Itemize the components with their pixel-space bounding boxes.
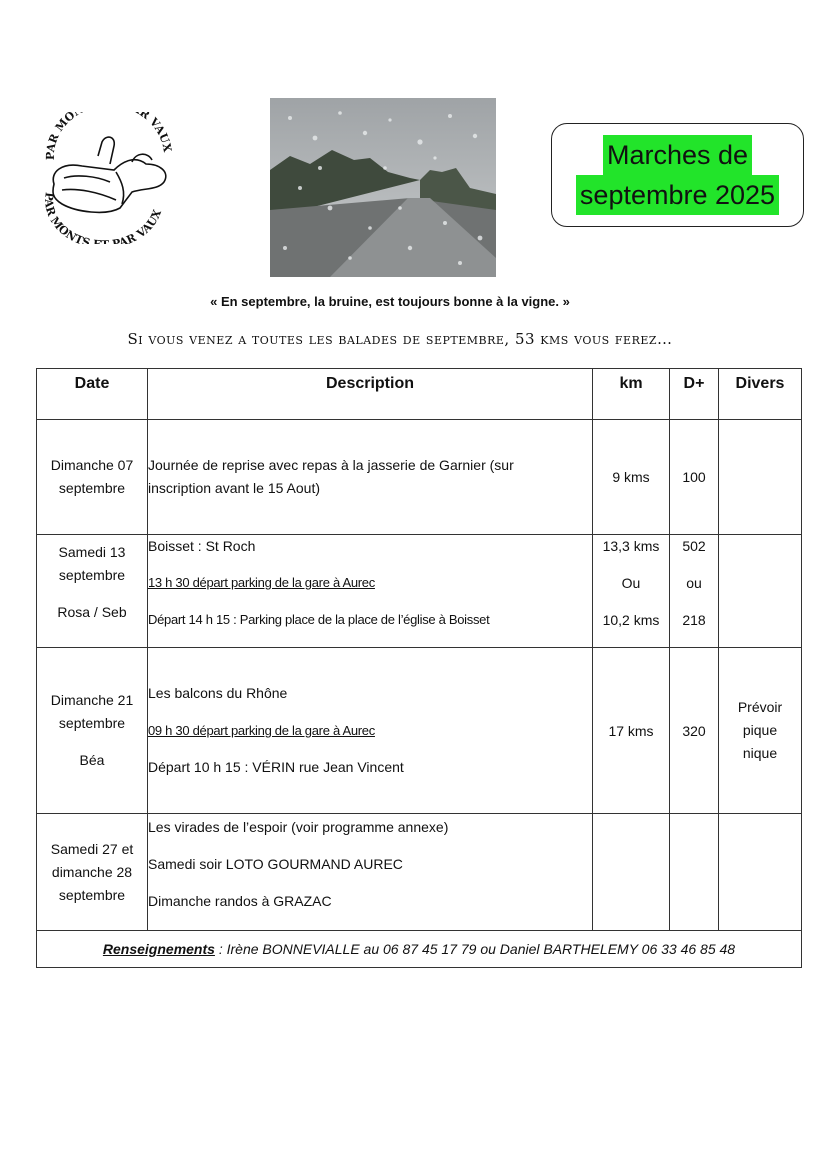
title-box [551, 123, 804, 227]
row-date: Samedi 27 et dimanche 28 septembre [37, 814, 148, 931]
row-date: Dimanche 21 septembre Béa [37, 648, 148, 814]
row-km: 9 kms [593, 420, 670, 535]
proverb-quote: « En septembre, la bruine, est toujours bonne à la vigne. » [210, 294, 570, 309]
row-date: Samedi 13 septembre Rosa / Seb [37, 535, 148, 648]
page-subtitle: Si vous venez a toutes les balades de septembre, 53 kms vous ferez… [127, 330, 673, 348]
schedule-table [36, 368, 802, 968]
row-divers [719, 535, 802, 648]
contact-info [37, 931, 802, 968]
table-header-row [37, 369, 802, 420]
table-row [37, 535, 802, 648]
header-km: km [593, 369, 670, 420]
rainy-road-photo [270, 98, 496, 277]
row-km [593, 814, 670, 931]
row-divers [719, 814, 802, 931]
boot-club-logo-icon [36, 112, 176, 244]
info-label: Renseignements [102, 941, 215, 957]
row-dplus [670, 814, 719, 931]
info-text: : Irène BONNEVIALLE au 06 87 45 17 79 ou Daniel BARTHELEMY 06 33 46 85 48 [214, 941, 736, 957]
logo-text-bottom: PAR MONTS PAR VAUX [41, 191, 165, 244]
table-row [37, 814, 802, 931]
header-description: Description [148, 369, 593, 420]
row-date: Dimanche 07 septembre [37, 420, 148, 535]
row-dplus: 320 [670, 648, 719, 814]
row-description: Boisset : St Roch 13 h 30 départ parking de la gare à Aurec Départ 14 h 15 : Parking place de la place de l’église à Boisset [148, 535, 593, 648]
header-date: Date [37, 369, 148, 420]
row-divers: Prévoir pique nique [719, 648, 802, 814]
header-divers: Divers [719, 369, 802, 420]
logo-text-top: PAR MO R VAUX [43, 112, 174, 161]
row-dplus: 100 [670, 420, 719, 535]
row-description: Les virades de l’espoir (voir programme annexe) Samedi soir LOTO GOURMAND AUREC Dimanche randos à GRAZAC [148, 814, 593, 931]
svg-text:PAR MONTS ET PAR VAUX [44, 112, 174, 160]
club-logo [36, 112, 176, 244]
table-row [37, 420, 802, 535]
info-row [37, 931, 802, 968]
row-divers [719, 420, 802, 535]
svg-text:PAR MONTS ET PAR VAUX [42, 192, 164, 244]
rainy-road-photo-icon [270, 98, 496, 277]
row-km: 13,3 kms Ou 10,2 kms [593, 535, 670, 648]
row-dplus: 502 ou 218 [670, 535, 719, 648]
row-km: 17 kms [593, 648, 670, 814]
title-line-2: septembre 2025 [576, 175, 779, 215]
row-description: Journée de reprise avec repas à la jasserie de Garnier (sur inscription avant le 15 Aout) [148, 420, 593, 535]
table-row [37, 648, 802, 814]
header-dplus: D+ [670, 369, 719, 420]
title-line-1: Marches de [603, 135, 752, 175]
row-description: Les balcons du Rhône 09 h 30 départ parking de la gare à Aurec Départ 10 h 15 : VÉRIN rue Jean Vincent [148, 648, 593, 814]
